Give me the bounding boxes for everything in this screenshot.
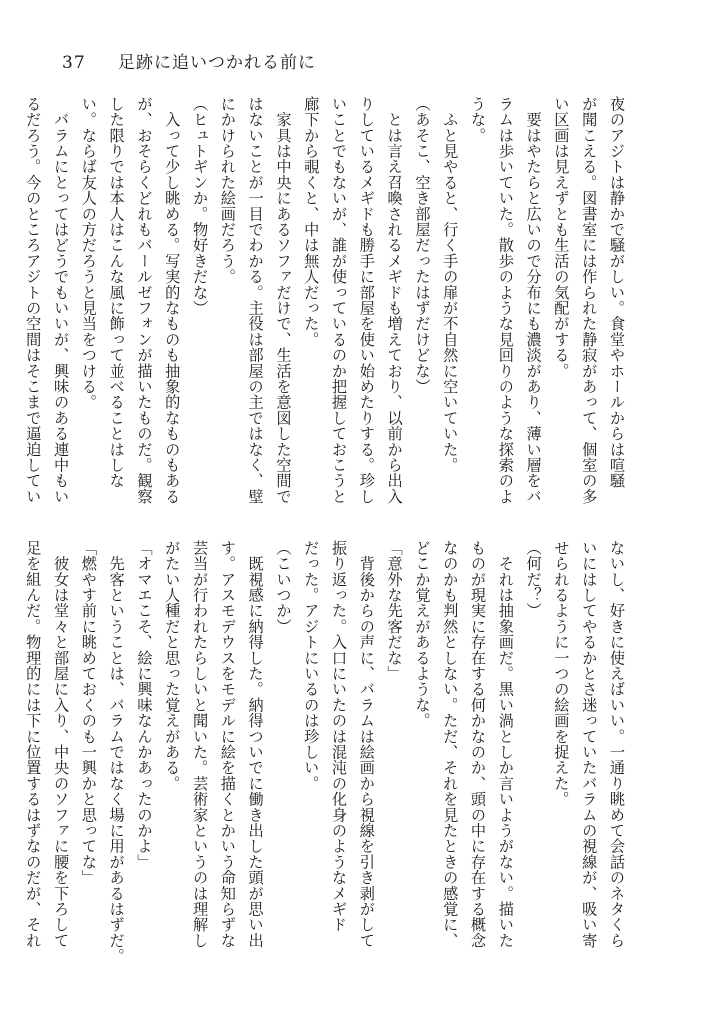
- text-line: ふと見やると、行く手の扉が不自然に空いていた。: [441, 96, 460, 473]
- text-line: 振り返った。入口にいたのは混沌の化身のようなメギド: [330, 540, 349, 933]
- text-line: ないし、好きに使えばいい。一通り眺めて会話のネタくら: [608, 540, 626, 949]
- text-line: にかけられた絵画だろう。: [218, 96, 237, 285]
- text-line: 夜のアジトは静かで騒がしい。食堂やホールからは喧騒: [608, 96, 626, 489]
- text-line: 既視感に納得した。納得ついでに働き出した頭が思い出: [246, 540, 265, 949]
- text-line: が、おそらくどれもバールゼフォンが描いたものだ。観察: [135, 96, 154, 505]
- text-line: るだろう。今のところアジトの空間はそこまで逼迫してい: [24, 96, 43, 505]
- text-line: せられるように一つの絵画を捉えた。: [552, 540, 571, 807]
- text-line: なのかも判然としない。ただ、それを見たときの感覚に、: [441, 540, 460, 949]
- text-block-bottom: [24, 540, 630, 964]
- text-line: 廊下から覗くと、中は無人だった。: [302, 96, 321, 348]
- text-line: それは抽象画だ。黒い渦としか言いようがない。描いた: [496, 540, 515, 949]
- text-line: 先客ということは、バラムではなく場に用があるはずだ。: [107, 540, 126, 964]
- text-line: （何だ？）: [524, 540, 543, 619]
- text-line: （こいつか）: [274, 540, 293, 635]
- text-line: 彼女は堂々と部屋に入り、中央のソファに腰を下ろして: [52, 540, 71, 949]
- text-line: す。アスモデウスをモデルに絵を描くとかいう命知らずな: [218, 540, 237, 949]
- text-line: だった。アジトにいるのは珍しい。: [302, 540, 321, 792]
- text-line: い。ならば友人の方だろうと見当をつける。: [79, 96, 98, 410]
- chapter-title: 足跡に追いつかれる前に: [118, 53, 317, 73]
- text-line: 「オマエこそ、絵に興味なんかあったのかよ」: [135, 540, 154, 870]
- text-line: うな。: [469, 96, 488, 144]
- text-line: 家具は中央にあるソファだけで、生活を意図した空間で: [274, 96, 293, 505]
- text-line: がたい人種だと思った覚えがある。: [163, 540, 182, 792]
- text-line: ものが現実に存在する何かなのか、頭の中に存在する概念: [469, 540, 488, 949]
- text-line: （あそこ、空き部屋だったはずだけどな）: [413, 96, 432, 395]
- text-line: バラムにとってはどうでもいいが、興味のある連中もい: [52, 96, 71, 505]
- text-line: 「燃やす前に眺めておくのも一興かと思ってな」: [79, 540, 98, 886]
- page-number: 37: [62, 53, 86, 73]
- page-header: [62, 48, 316, 73]
- text-block-top: [24, 96, 630, 505]
- text-line: はないことが一目でわかる。主役は部屋の主ではなく、壁: [246, 96, 265, 505]
- text-line: 背後からの声に、バラムは絵画から視線を引き剥がして: [357, 540, 376, 949]
- text-line: いにはしてやるかとさ迷っていたバラムの視線が、吸い寄: [580, 540, 599, 949]
- text-line: した限りでは本人はこんな風に飾って並べることはしな: [107, 96, 126, 489]
- text-line: とは言え召喚されるメギドも増えており、以前から出入: [385, 96, 404, 505]
- text-line: いことでもないが、誰が使っているのか把握しておこうと: [330, 96, 349, 505]
- text-line: 入って少し眺める。写実的なものも抽象的なものもある: [163, 96, 182, 505]
- text-line: 足を組んだ。物理的には下に位置するはずなのだが、それ: [24, 540, 43, 949]
- text-line: どこか覚えがあるような。: [413, 540, 432, 729]
- text-line: りしているメギドも勝手に部屋を使い始めたりする。珍し: [357, 96, 376, 505]
- text-line: 芸当が行われたらしいと聞いた。芸術家というのは理解し: [191, 540, 210, 949]
- text-line: が聞こえる。図書室には作られた静寂があって、個室の多: [580, 96, 599, 505]
- text-line: （ヒュトギンか。物好きだな）: [191, 96, 210, 316]
- text-line: 要はやたらと広いので分布にも濃淡があり、薄い層をバ: [524, 96, 543, 505]
- text-line: 「意外な先客だな」: [385, 540, 404, 682]
- text-line: ラムは歩いていた。散歩のような見回りのような探索のよ: [496, 96, 515, 505]
- text-line: い区画は見えずとも生活の気配がする。: [552, 96, 571, 379]
